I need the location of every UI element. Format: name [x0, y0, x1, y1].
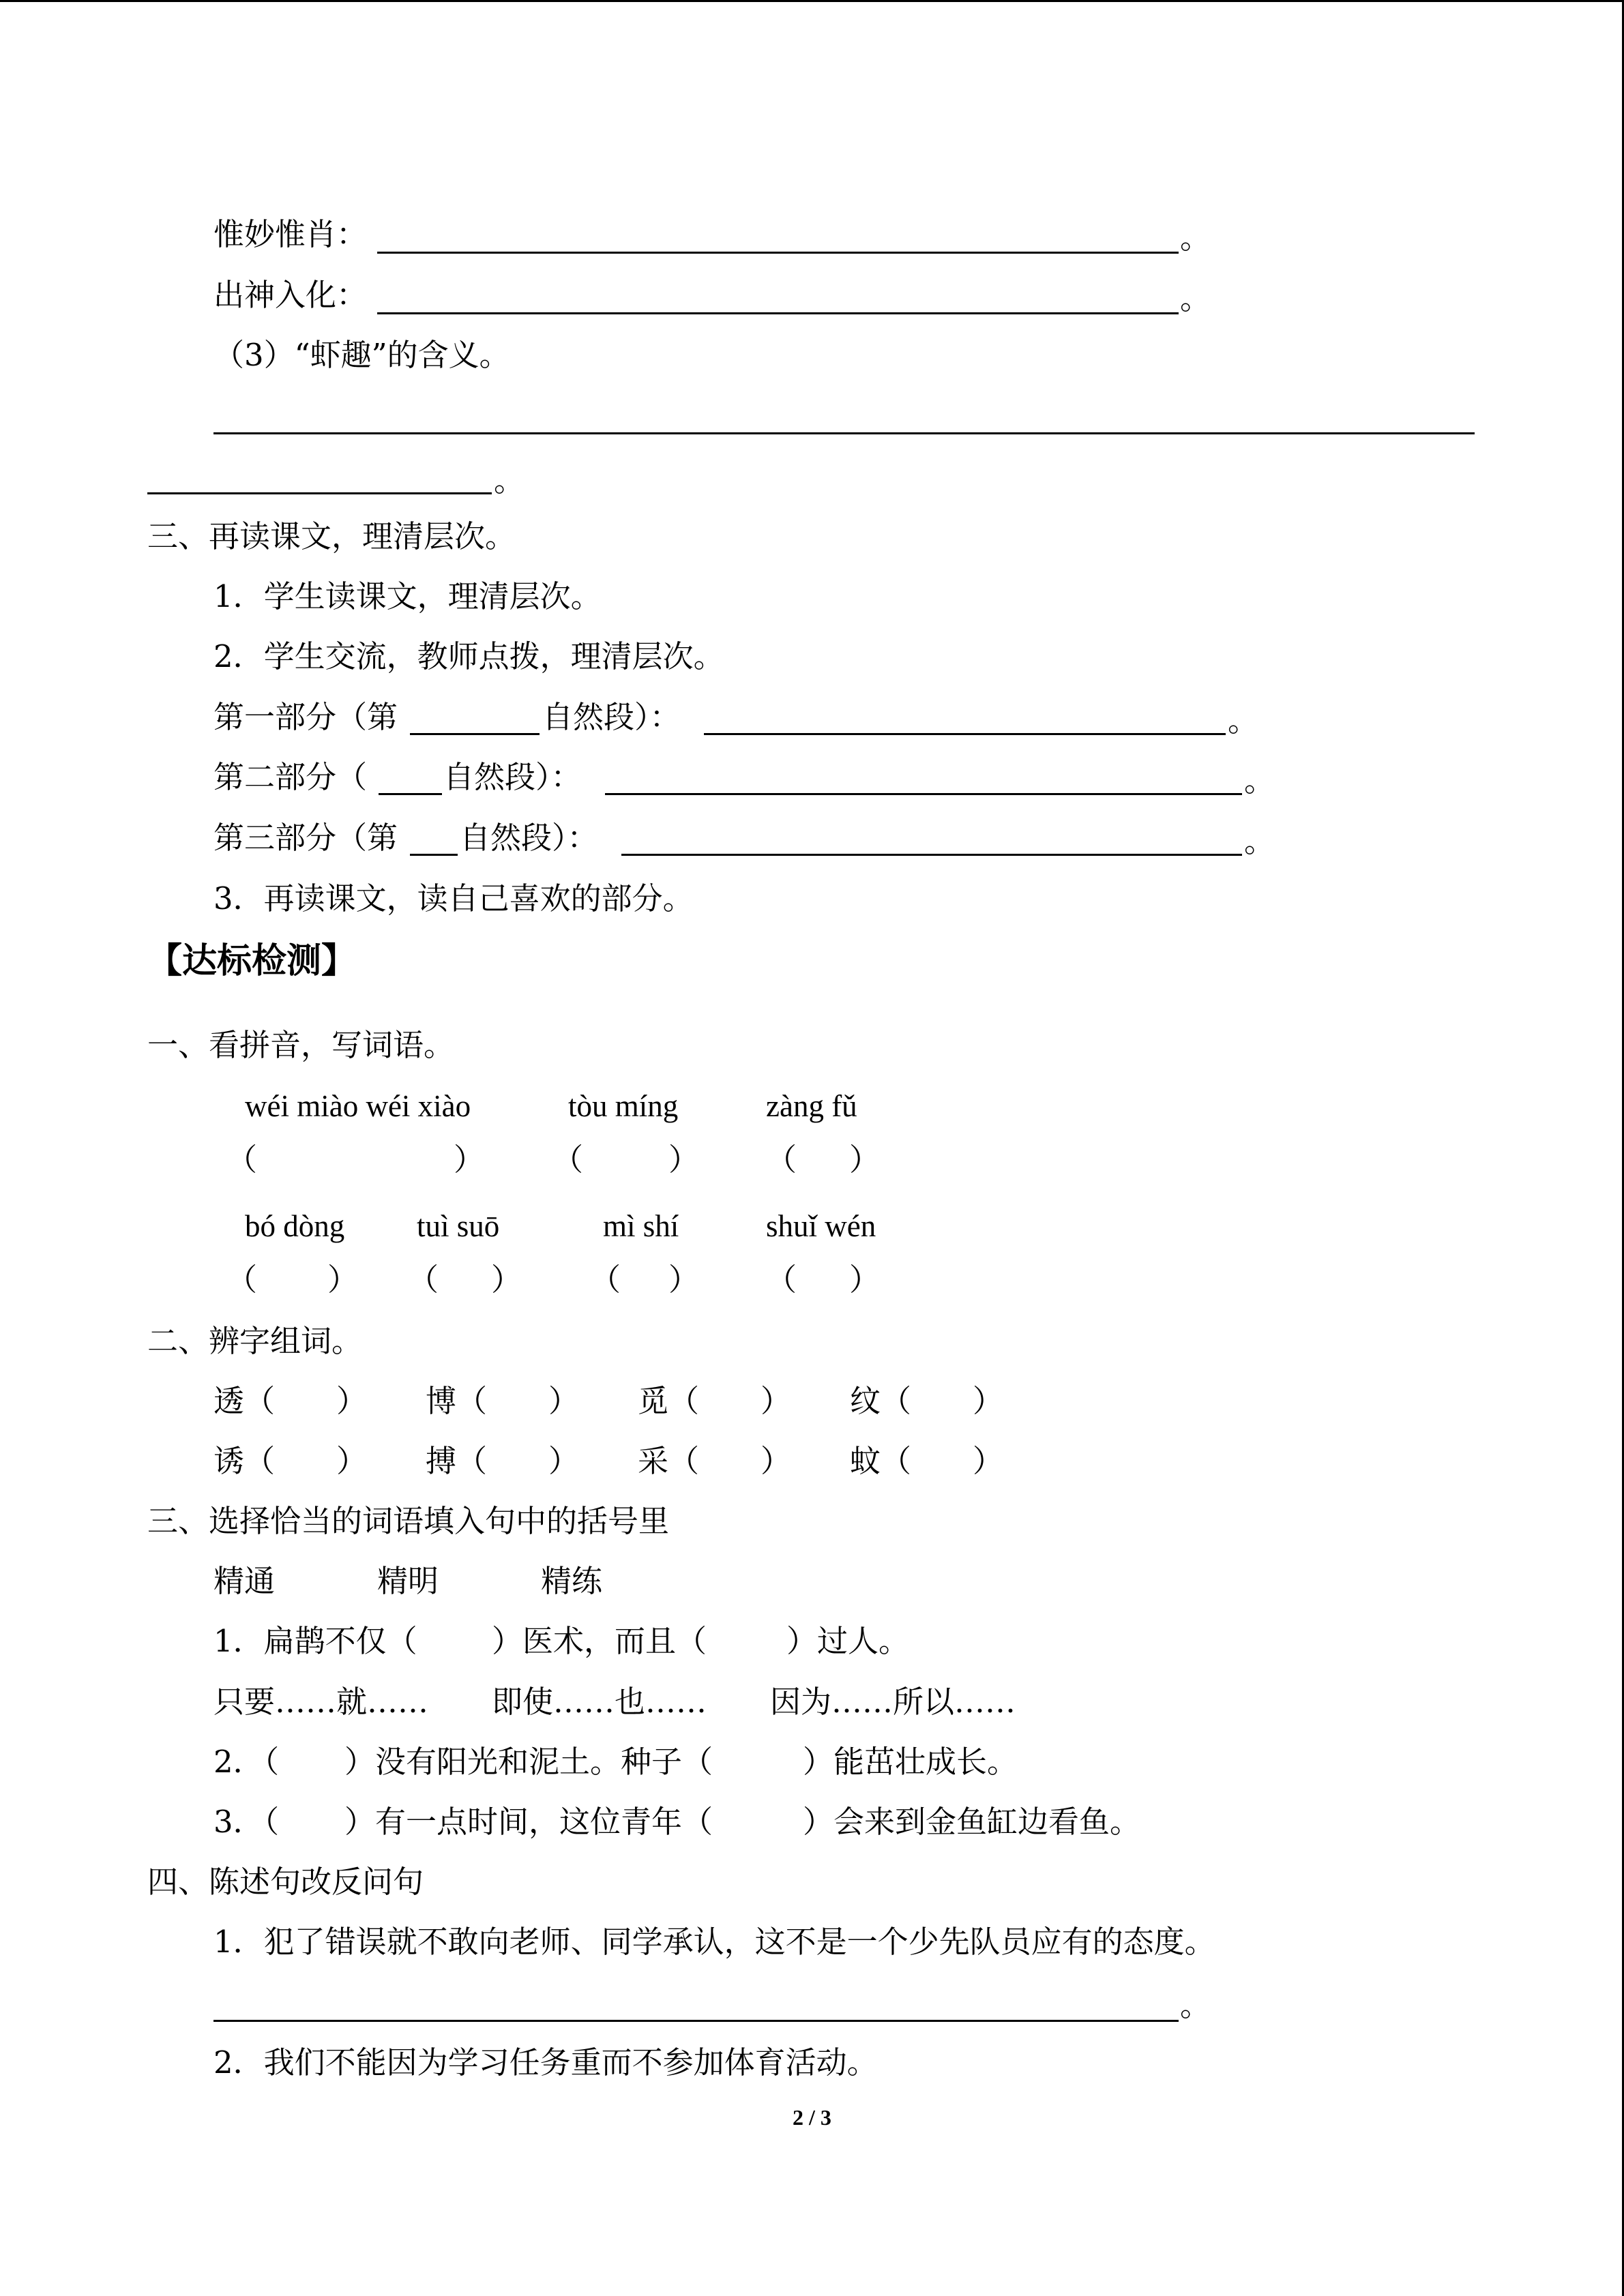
idiom-label-1: 惟妙惟肖：: [213, 216, 368, 252]
part-1-label-b: 自然段）：: [542, 699, 681, 735]
pinyin: bó dòng: [245, 1209, 345, 1243]
right-paren: ）: [454, 1142, 485, 1178]
part-1-answer-line[interactable]: [704, 733, 1226, 735]
sentence-3-b: ）有一点时间，这位青年（: [344, 1804, 713, 1840]
left-paren: （: [766, 1142, 797, 1178]
blank-parens[interactable]: （ ）: [668, 1383, 792, 1419]
sentence-2-c: ）能茁壮成长。: [803, 1744, 1018, 1780]
end-mark: 。: [1228, 702, 1259, 739]
char: 蚊: [850, 1443, 881, 1479]
conjunction-option: 即使……也……: [492, 1684, 707, 1720]
step-3: 3．再读课文，读自己喜欢的部分。: [213, 880, 694, 916]
end-mark: 。: [1180, 1987, 1211, 2023]
right-paren: ）: [668, 1262, 700, 1298]
pinyin: wéi miào wéi xiào: [245, 1089, 471, 1123]
answer-line-1[interactable]: [377, 252, 1179, 254]
left-paren: （: [766, 1262, 797, 1298]
end-mark: 。: [1180, 280, 1211, 316]
answer-line-2[interactable]: [377, 312, 1179, 314]
answer-line-3b[interactable]: [147, 492, 492, 494]
right-paren: ）: [849, 1262, 881, 1298]
conjunction-option: 只要……就……: [213, 1684, 429, 1720]
blank-parens[interactable]: （ ）: [456, 1443, 580, 1479]
end-mark: 。: [494, 462, 525, 498]
blank-parens[interactable]: （ ）: [456, 1383, 580, 1419]
answer-line-3a[interactable]: [213, 432, 1475, 434]
left-paren: （: [226, 1262, 258, 1298]
blank-parens[interactable]: （ ）: [881, 1383, 1004, 1419]
check-title: 【达标检测】: [147, 941, 357, 981]
word-option: 精明: [377, 1563, 439, 1599]
sentence-2-b: ）没有阳光和泥土。种子（: [344, 1744, 713, 1780]
char: 觅: [638, 1383, 669, 1419]
q4-answer-line[interactable]: [213, 2020, 1179, 2022]
q3-heading: 三、选择恰当的词语填入句中的括号里: [147, 1503, 670, 1539]
part-3-label-b: 自然段）：: [460, 820, 598, 856]
part-2-label-b: 自然段）：: [443, 759, 582, 795]
sentence-1-b: ）医术，而且（: [492, 1623, 707, 1659]
pinyin: shuǐ wén: [766, 1209, 876, 1243]
sentence-2-a: 2．（: [213, 1744, 280, 1780]
sentence-3-a: 3．（: [213, 1804, 280, 1840]
page-number: 2 / 3: [793, 2105, 831, 2130]
pinyin: tòu míng: [568, 1089, 679, 1123]
pinyin: tuì suō: [417, 1209, 500, 1243]
part-1-label-a: 第一部分（第: [213, 699, 398, 735]
q4-heading: 四、陈述句改反问句: [147, 1864, 424, 1900]
right-paren: ）: [668, 1142, 700, 1178]
part-3-answer-line[interactable]: [621, 854, 1242, 856]
part-3-label-a: 第三部分（第: [213, 820, 398, 856]
char: 采: [638, 1443, 669, 1479]
char: 纹: [850, 1383, 881, 1419]
end-mark: 。: [1180, 220, 1211, 256]
step-1: 1．学生读课文，理清层次。: [213, 578, 602, 614]
q2-heading: 二、辨字组词。: [147, 1323, 363, 1359]
char: 透: [213, 1383, 245, 1419]
part-3-blank[interactable]: [410, 854, 458, 856]
part-2-label-a: 第二部分（: [213, 759, 368, 795]
sentence-1-c: ）过人。: [786, 1623, 910, 1659]
question-3-text: （3）“虾趣”的含义。: [213, 337, 510, 373]
left-paren: （: [226, 1142, 258, 1178]
left-paren: （: [590, 1262, 621, 1298]
conjunction-option: 因为……所以……: [770, 1684, 1016, 1720]
pinyin: zàng fǔ: [766, 1089, 857, 1123]
end-mark: 。: [1244, 762, 1275, 799]
pinyin: mì shí: [603, 1209, 679, 1243]
char: 搏: [426, 1443, 457, 1479]
q4-sentence-1: 1．犯了错误就不敢向老师、同学承认，这不是一个少先队员应有的态度。: [213, 1924, 1215, 1960]
right-paren: ）: [849, 1142, 881, 1178]
section-heading: 三、再读课文，理清层次。: [147, 518, 516, 554]
left-paren: （: [408, 1262, 439, 1298]
sentence-1-a: 1．扁鹊不仅（: [213, 1623, 417, 1659]
part-2-answer-line[interactable]: [605, 793, 1242, 795]
blank-parens[interactable]: （ ）: [881, 1443, 1004, 1479]
idiom-label-2: 出神入化：: [213, 277, 368, 313]
word-option: 精通: [213, 1563, 276, 1599]
q1-heading: 一、看拼音，写词语。: [147, 1027, 455, 1063]
right-paren: ）: [491, 1262, 522, 1298]
word-option: 精练: [541, 1563, 603, 1599]
page-top-border: [0, 0, 1624, 2]
q4-sentence-2: 2．我们不能因为学习任务重而不参加体育活动。: [213, 2044, 878, 2081]
part-2-blank[interactable]: [379, 793, 442, 795]
blank-parens[interactable]: （ ）: [244, 1443, 368, 1479]
step-2: 2．学生交流，教师点拨，理清层次。: [213, 638, 724, 674]
end-mark: 。: [1244, 823, 1275, 859]
sentence-3-c: ）会来到金鱼缸边看鱼。: [803, 1804, 1141, 1840]
left-paren: （: [552, 1142, 584, 1178]
blank-parens[interactable]: （ ）: [244, 1383, 368, 1419]
char: 博: [426, 1383, 457, 1419]
part-1-blank[interactable]: [410, 733, 540, 735]
right-paren: ）: [327, 1262, 359, 1298]
blank-parens[interactable]: （ ）: [668, 1443, 792, 1479]
char: 诱: [213, 1443, 245, 1479]
